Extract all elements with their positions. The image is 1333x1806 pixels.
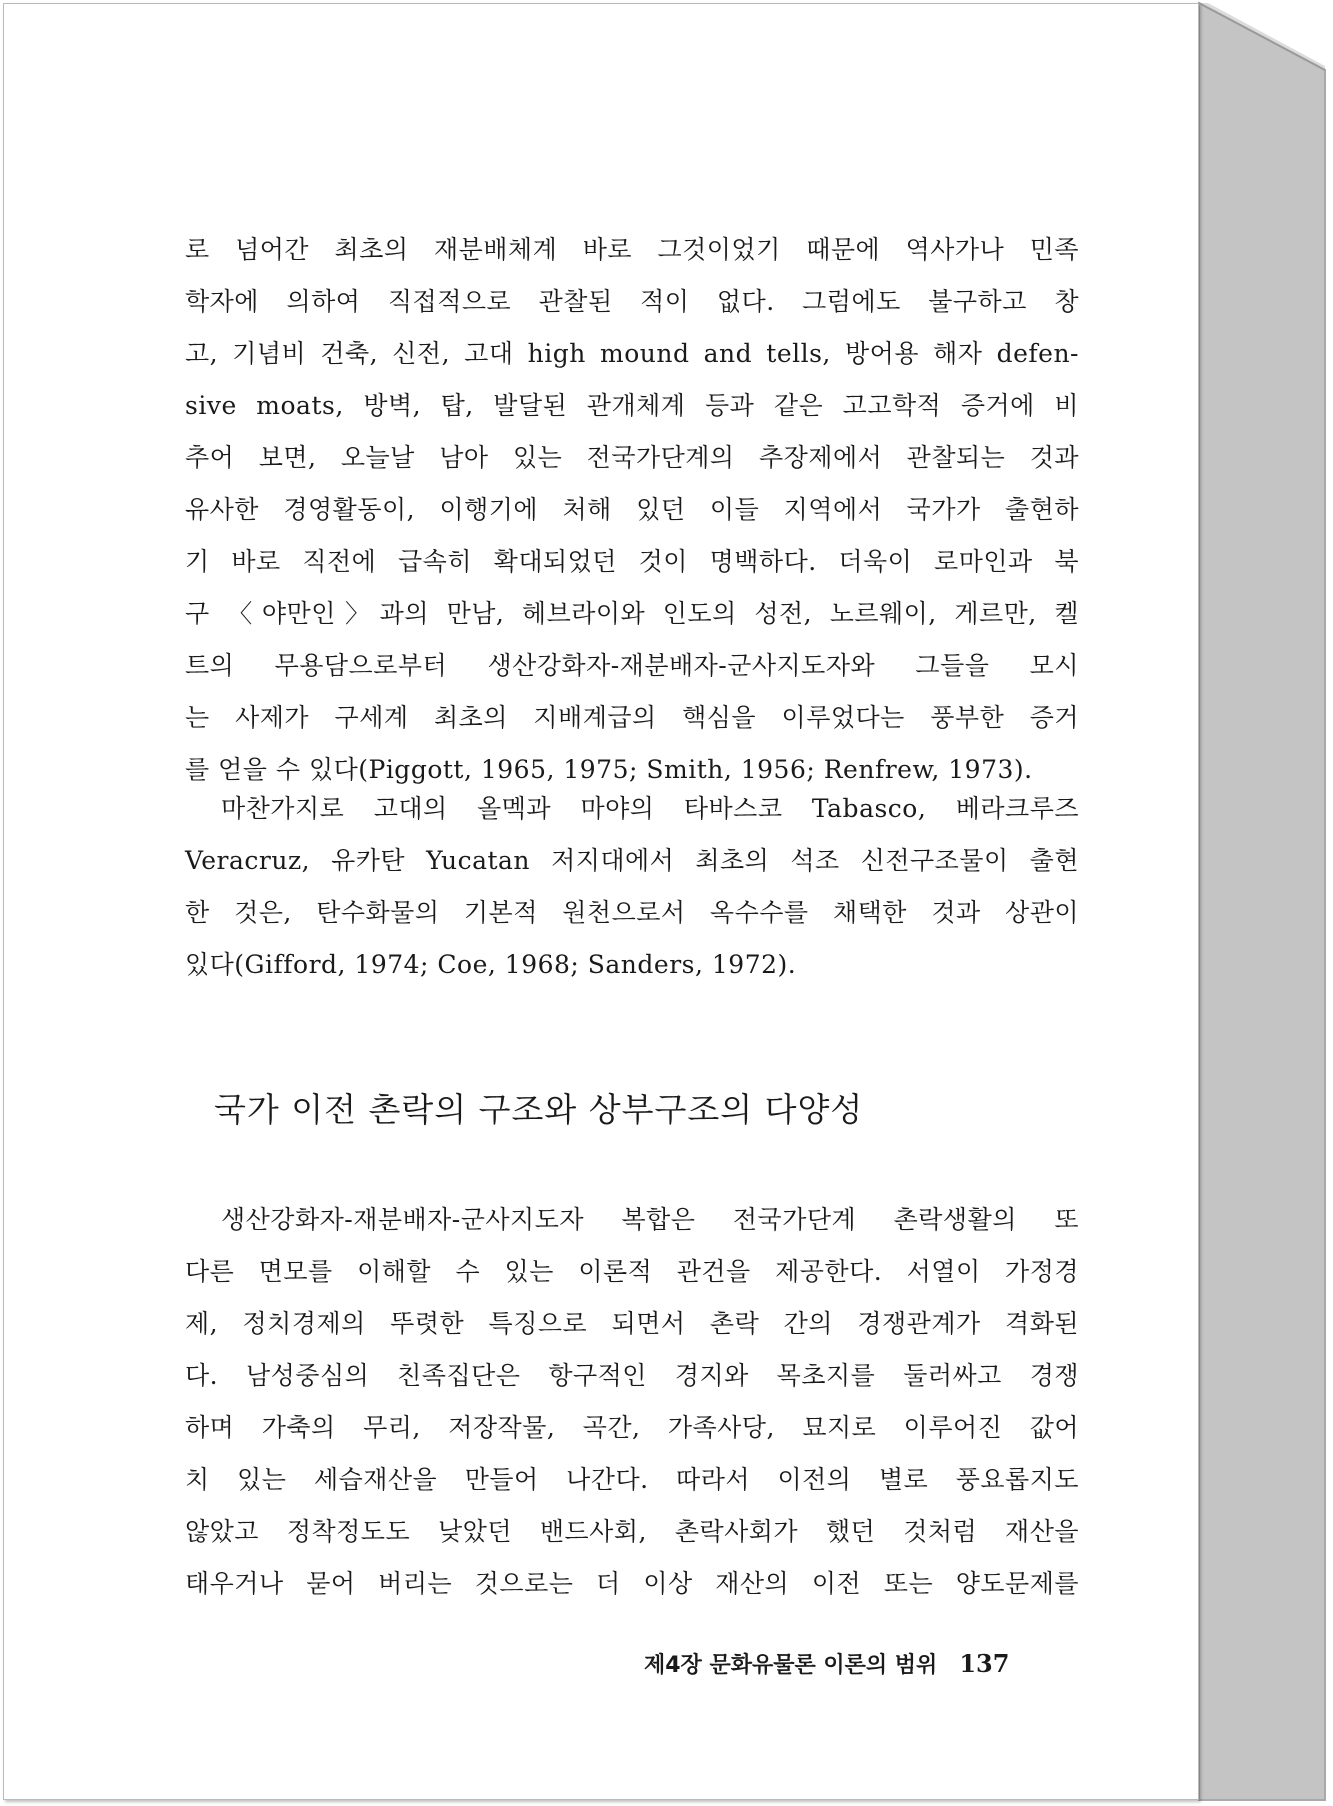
text-line: Veracruz, 유카탄 Yucatan 저지대에서 최초의 석조 신전구조물이 출현 [185,846,1079,875]
text-line: 유사한 경영활동이, 이행기에 처해 있던 이들 지역에서 국가가 출현하 [185,495,1079,524]
text-line: 하며 가축의 무리, 저장작물, 곡간, 가족사당, 묘지로 이루어진 값어 [185,1413,1079,1442]
text-line: 기 바로 직전에 급속히 확대되었던 것이 명백하다. 더욱이 로마인과 북 [185,547,1079,576]
text-line: 로 넘어간 최초의 재분배체계 바로 그것이었기 때문에 역사가나 민족 [185,235,1079,264]
paragraph-mesoamerica [185,783,1079,991]
section-heading: 국가 이전 촌락의 구조와 상부구조의 다양성 [214,1090,864,1129]
text-line: 고, 기념비 건축, 신전, 고대 high mound and tells, 방어용 해자 defen- [185,339,1079,368]
text-line: sive moats, 방벽, 탑, 발달된 관개체계 등과 같은 고고학적 증거에 비 [185,391,1079,420]
running-footer [644,1648,1009,1679]
text-line: 마찬가지로 고대의 올멕과 마야의 타바스코 Tabasco, 베라크루즈 [221,794,1079,823]
text-line: 다. 남성중심의 친족집단은 항구적인 경지와 목초지를 둘러싸고 경쟁 [185,1361,1079,1390]
text-line: 있다(Gifford, 1974; Coe, 1968; Sanders, 1972). [185,950,797,979]
text-line: 는 사제가 구세계 최초의 지배계급의 핵심을 이루었다는 풍부한 증거 [185,703,1079,732]
paragraph-continuation [185,224,1079,796]
text-line: 학자에 의하여 직접적으로 관찰된 적이 없다. 그럼에도 불구하고 창 [185,287,1079,316]
text-line: 치 있는 세습재산을 만들어 나간다. 따라서 이전의 별로 풍요롭지도 [185,1465,1079,1494]
text-line: 태우거나 묻어 버리는 것으로는 더 이상 재산의 이전 또는 양도문제를 [185,1569,1079,1598]
paragraph-section [185,1194,1079,1610]
text-line: 않았고 정착정도도 낮았던 밴드사회, 촌락사회가 했던 것처럼 재산을 [185,1517,1079,1546]
text-line: 추어 보면, 오늘날 남아 있는 전국가단계의 추장제에서 관찰되는 것과 [185,443,1079,472]
footer-chapter-title: 제4장 문화유물론 이론의 범위 [644,1653,938,1678]
page-number: 137 [959,1649,1010,1678]
text-line: 제, 정치경제의 뚜렷한 특징으로 되면서 촌락 간의 경쟁관계가 격화된 [185,1309,1079,1338]
text-line: 트의 무용담으로부터 생산강화자-재분배자-군사지도자와 그들을 모시 [185,651,1079,680]
text-line: 구 〈야만인〉과의 만남, 헤브라이와 인도의 성전, 노르웨이, 게르만, 켈 [185,599,1079,628]
text-line: 생산강화자-재분배자-군사지도자 복합은 전국가단계 촌락생활의 또 [221,1205,1079,1234]
text-line: 를 얻을 수 있다(Piggott, 1965, 1975; Smith, 1956; Renfrew, 1973). [185,755,1033,784]
text-line: 다른 면모를 이해할 수 있는 이론적 관건을 제공한다. 서열이 가정경 [185,1257,1079,1286]
text-line: 한 것은, 탄수화물의 기본적 원천으로서 옥수수를 채택한 것과 상관이 [185,898,1079,927]
book-page [3,3,1199,1800]
